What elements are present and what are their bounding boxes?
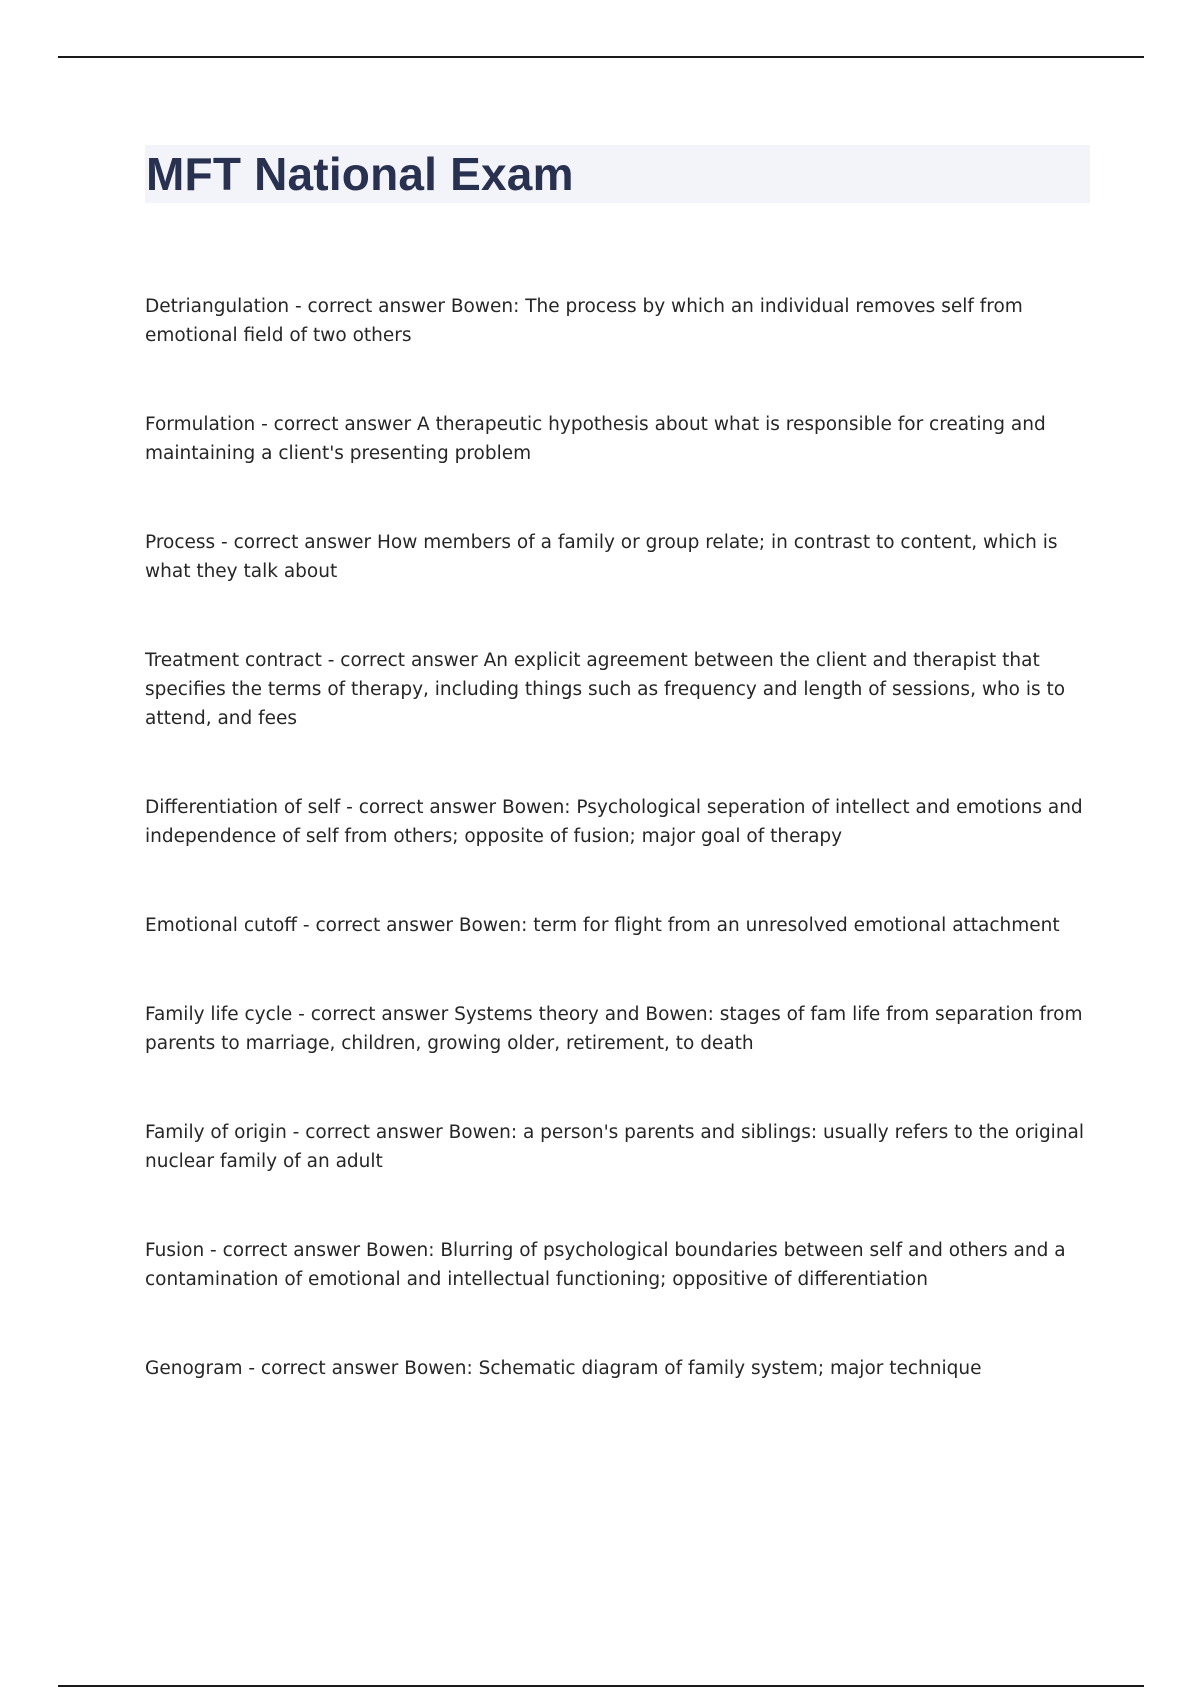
entry-treatment-contract: Treatment contract - correct answer An explicit agreement between the client and therapist that specifies the terms of therapy, including things such as frequency and length of sessions, who is to attend, and fees bbox=[145, 650, 1066, 729]
entry-family-life-cycle: Family life cycle - correct answer Systems theory and Bowen: stages of fam life from separation from parents to marriage, children, growing older, retirement, to death bbox=[145, 1004, 1083, 1054]
entry-differentiation-of-self: Differentiation of self - correct answer Bowen: Psychological seperation of intellect and emotions and independence of self from others; opposite of fusion; major goal of therapy bbox=[145, 797, 1083, 847]
bottom-rule bbox=[58, 1685, 1144, 1687]
page-title: MFT National Exam bbox=[146, 148, 574, 200]
entry-process: Process - correct answer How members of a family or group relate; in contrast to content, which is what they talk about bbox=[145, 532, 1058, 582]
entry-emotional-cutoff: Emotional cutoff - correct answer Bowen: term for flight from an unresolved emotional attachment bbox=[145, 915, 1060, 936]
top-rule bbox=[58, 56, 1144, 58]
entry-fusion: Fusion - correct answer Bowen: Blurring of psychological boundaries between self and others and a contamination of emotional and intellectual functioning; oppositive of differentiation bbox=[145, 1240, 1066, 1290]
entry-detriangulation: Detriangulation - correct answer Bowen: The process by which an individual removes self from emotional field of two others bbox=[145, 296, 1023, 346]
entry-formulation: Formulation - correct answer A therapeutic hypothesis about what is responsible for creating and maintaining a client's presenting problem bbox=[145, 414, 1046, 464]
entry-family-of-origin: Family of origin - correct answer Bowen: a person's parents and siblings: usually refers to the original nuclear family of an adult bbox=[145, 1122, 1085, 1172]
entry-list bbox=[145, 292, 1090, 1443]
entry-genogram: Genogram - correct answer Bowen: Schematic diagram of family system; major technique bbox=[145, 1358, 982, 1379]
